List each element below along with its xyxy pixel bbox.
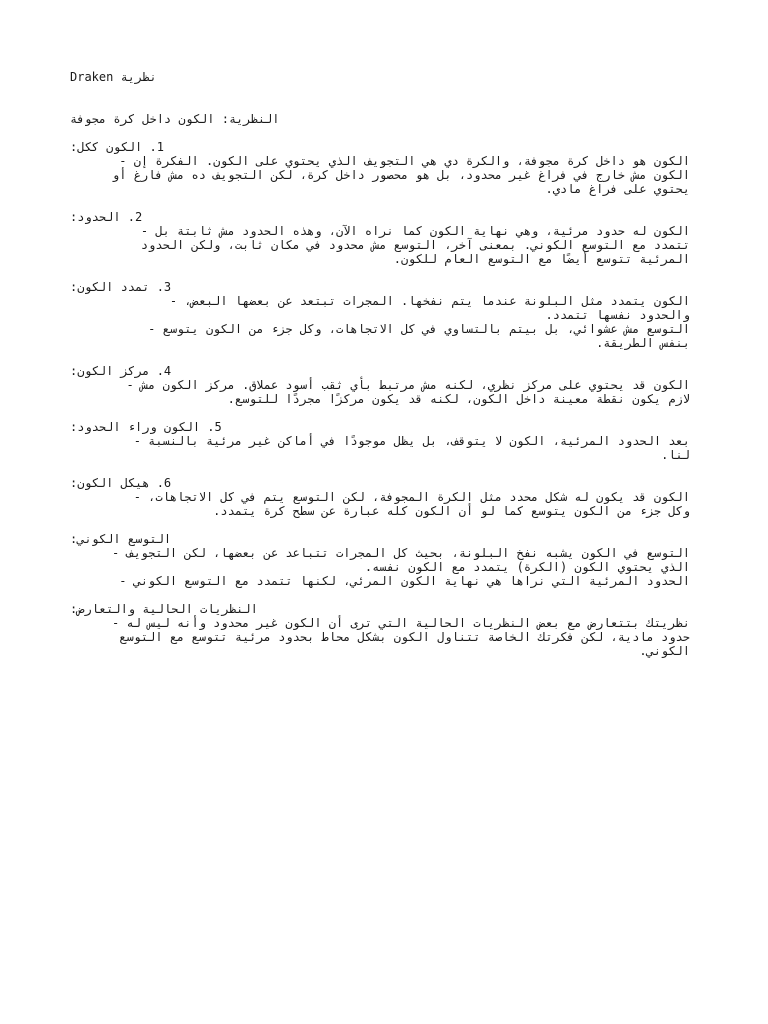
spacer (70, 98, 690, 112)
section-heading: 4. مركز الكون: (70, 364, 172, 378)
section-text-line: لازم يكون نقطة معينة داخل الكون، لكنه قد يكون مركزًا مجردًا للتوسع. (227, 392, 690, 406)
section-text-line: الكون قد يحتوي على مركز نظري، لكنه مش مرتبط بأي ثقب أسود عملاق. مركز الكون مش - (126, 378, 690, 392)
section-text-line: الكوني. (639, 644, 690, 658)
section-text-line: تتمدد مع التوسع الكوني. بمعنى آخر، التوسع مش محدود في مكان ثابت، ولكن الحدود (140, 238, 690, 252)
section-text-line: الكون يتمدد مثل البلونة عندما يتم نفخها. المجرات تبتعد عن بعضها البعض، - (169, 294, 690, 308)
section-heading: النظريات الحالية والتعارض: (70, 602, 258, 616)
section-center (70, 364, 690, 406)
section-heading: 2. الحدود: (70, 210, 143, 224)
document-body (70, 70, 690, 658)
section-text-line: الذي يحتوي الكون (الكرة) يتمدد مع الكون نفسه. (364, 560, 690, 574)
section-text-line: وكل جزء من الكون يتوسع كما لو أن الكون كله عبارة عن سطح كرة يتمدد. (213, 504, 690, 518)
section-text-line: الكون قد يكون له شكل محدد مثل الكرة المجوفة، لكن التوسع يتم في كل الاتجاهات، - (133, 490, 690, 504)
document-title: نظرية Draken (70, 70, 157, 84)
section-text-line: الحدود المرئية التي نراها هي نهاية الكون المرئي، لكنها تتمدد مع التوسع الكوني - (119, 574, 690, 588)
section-text-line: الكون له حدود مرئية، وهي نهاية الكون كما نراه الآن، وهذه الحدود مش ثابتة بل - (140, 224, 690, 238)
section-text-line: والحدود نفسها تتمدد. (545, 308, 690, 322)
spacer (70, 350, 690, 364)
section-beyond-boundaries (70, 420, 690, 462)
section-heading: 5. الكون وراء الحدود: (70, 420, 222, 434)
spacer (70, 196, 690, 210)
section-text-line: المرئية تتوسع أيضًا مع التوسع العام للكون. (393, 252, 690, 266)
section-heading: التوسع الكوني: (70, 532, 172, 546)
spacer (70, 518, 690, 532)
section-heading: 3. تمدد الكون: (70, 280, 172, 294)
spacer (70, 126, 690, 140)
section-text-line: الكون مش خارج في فراغ غير محدود، بل هو محصور داخل كرة، لكن التجويف ده مش فارغ أو (112, 168, 690, 182)
section-text-line: التوسع في الكون يشبه نفخ البلونة، بحيث كل المجرات تتباعد عن بعضها، لكن التجويف - (112, 546, 690, 560)
section-heading: 1. الكون ككل: (70, 140, 164, 154)
section-text-line: الكون هو داخل كرة مجوفة، والكرة دي هي التجويف الذي يحتوي على الكون. الفكرة إن - (119, 154, 690, 168)
section-text-line: لنا. (661, 448, 690, 462)
section-text-line: بنفس الطريقة. (596, 336, 690, 350)
section-cosmic-expansion (70, 532, 690, 588)
spacer (70, 406, 690, 420)
section-text-line: حدود مادية، لكن فكرتك الخاصة تتناول الكون بشكل محاط بحدود مرئية تتوسع مع التوسع (119, 630, 690, 644)
section-text-line: التوسع مش عشوائي، بل بيتم بالتساوي في كل الاتجاهات، وكل جزء من الكون يتوسع - (148, 322, 690, 336)
document-subtitle: النظرية: الكون داخل كرة مجوفة (70, 112, 280, 126)
section-structure (70, 476, 690, 518)
section-heading: 6. هيكل الكون: (70, 476, 172, 490)
section-current-theories (70, 602, 690, 658)
section-text-line: بعد الحدود المرئية، الكون لا يتوقف، بل يظل موجودًا في أماكن غير مرئية بالنسبة - (133, 434, 690, 448)
section-text-line: يحتوي على فراغ مادي. (545, 182, 690, 196)
section-boundaries (70, 210, 690, 266)
spacer (70, 266, 690, 280)
spacer (70, 588, 690, 602)
spacer (70, 84, 690, 98)
spacer (70, 462, 690, 476)
section-universe-as-whole (70, 140, 690, 196)
section-text-line: نظريتك بتتعارض مع بعض النظريات الحالية التي ترى أن الكون غير محدود وأنه ليس له - (112, 616, 690, 630)
section-expansion (70, 280, 690, 350)
